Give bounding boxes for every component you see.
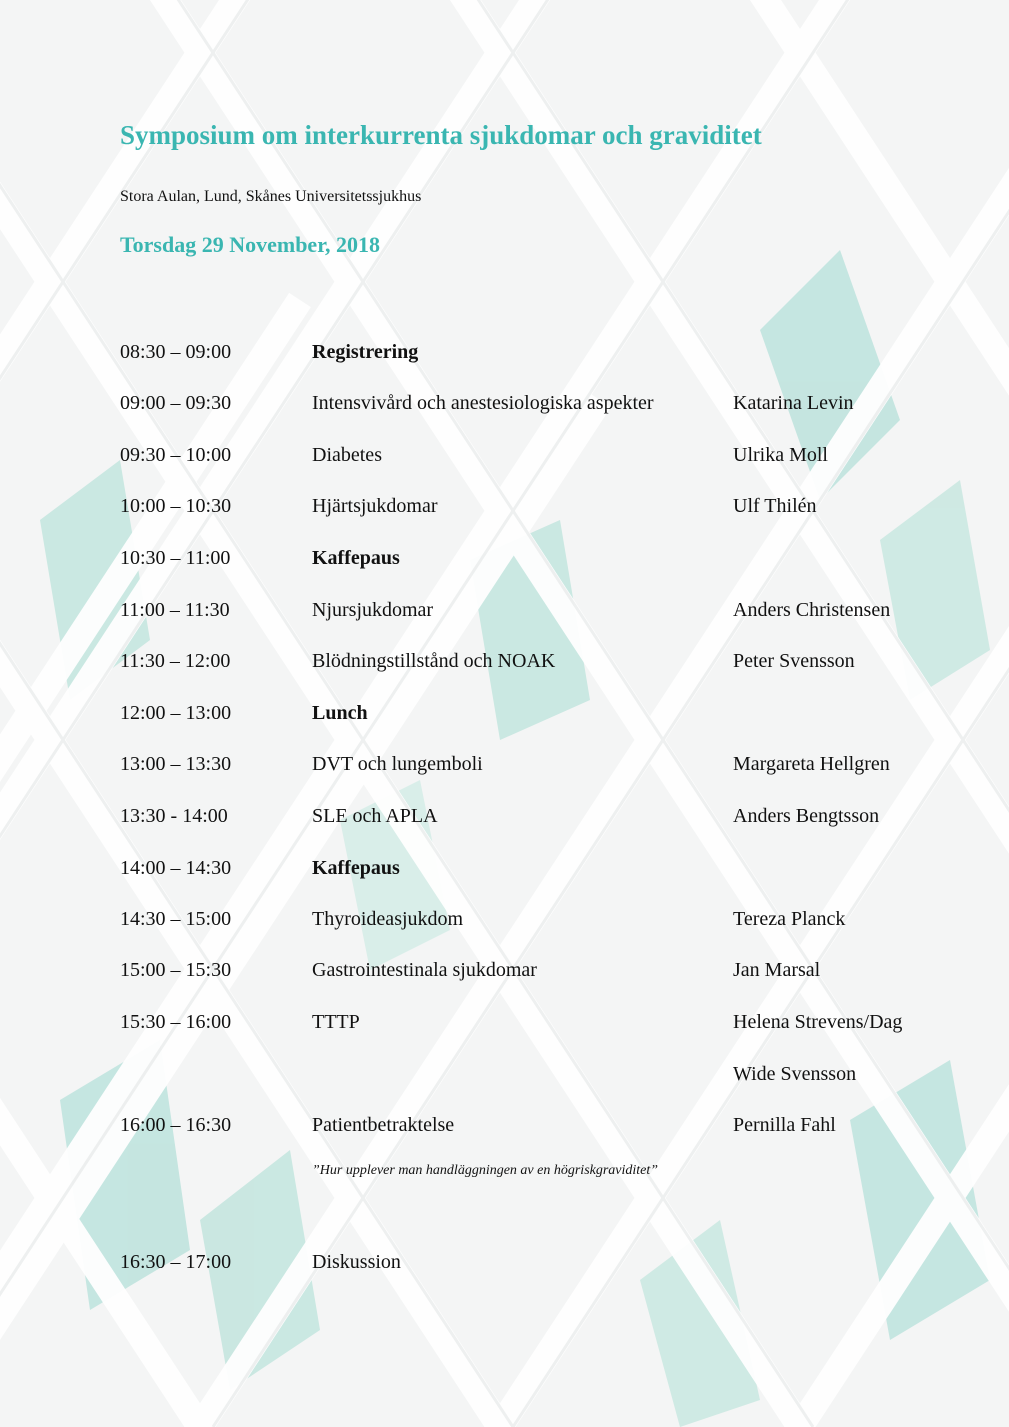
schedule-row	[0, 1059, 1009, 1089]
schedule-topic: Hjärtsjukdomar	[312, 495, 438, 517]
schedule-time: 13:00 – 13:30	[120, 753, 232, 775]
schedule-time: 10:00 – 10:30	[120, 495, 232, 517]
schedule-topic: Gastrointestinala sjukdomar	[312, 959, 537, 981]
schedule-topic: Registrering	[312, 341, 419, 363]
schedule-time: 10:30 – 11:00	[120, 547, 231, 569]
schedule-speaker: Jan Marsal	[733, 959, 821, 981]
schedule-topic: Diabetes	[312, 444, 382, 466]
schedule-topic: Diskussion	[312, 1251, 401, 1273]
schedule-speaker: Ulf Thilén	[733, 495, 817, 517]
schedule-speaker: Pernilla Fahl	[733, 1114, 836, 1136]
schedule-speaker: Peter Svensson	[733, 650, 855, 672]
schedule-row	[0, 1110, 1009, 1140]
schedule-row	[0, 853, 1009, 883]
schedule-time: 08:30 – 09:00	[120, 341, 232, 363]
schedule-time: 16:00 – 16:30	[120, 1114, 232, 1136]
venue-line: Stora Aulan, Lund, Skånes Universitetssjukhus	[120, 188, 422, 205]
schedule-row	[0, 595, 1009, 625]
schedule-time: 09:30 – 10:00	[120, 444, 232, 466]
page-title: Symposium om interkurrenta sjukdomar och graviditet	[120, 120, 762, 150]
schedule-row	[0, 1007, 1009, 1037]
schedule-topic: Thyroideasjukdom	[312, 908, 464, 930]
schedule-topic: Intensvivård och anestesiologiska aspekter	[312, 392, 654, 414]
schedule-time: 11:00 – 11:30	[120, 599, 230, 621]
schedule-row	[0, 646, 1009, 676]
schedule-row	[0, 440, 1009, 470]
schedule-topic: Blödningstillstånd och NOAK	[312, 650, 556, 672]
schedule-row	[0, 1247, 1009, 1277]
schedule-topic: Lunch	[312, 702, 368, 724]
schedule-row	[0, 491, 1009, 521]
schedule-time: 12:00 – 13:00	[120, 702, 232, 724]
event-date: Torsdag 29 November, 2018	[120, 232, 380, 257]
schedule-time: 14:30 – 15:00	[120, 908, 232, 930]
schedule-time: 16:30 – 17:00	[120, 1251, 232, 1273]
schedule-speaker: Ulrika Moll	[733, 444, 828, 466]
schedule-time: 15:30 – 16:00	[120, 1011, 232, 1033]
schedule-row	[0, 698, 1009, 728]
schedule-time: 11:30 – 12:00	[120, 650, 231, 672]
schedule-row	[0, 955, 1009, 985]
schedule-speaker: Katarina Levin	[733, 392, 854, 414]
schedule-topic: Kaffepaus	[312, 547, 400, 569]
schedule-row	[0, 904, 1009, 934]
schedule-topic: SLE och APLA	[312, 805, 438, 827]
schedule-speaker: Tereza Planck	[733, 908, 846, 930]
schedule-time: 13:30 - 14:00	[120, 805, 228, 827]
schedule-speaker: Margareta Hellgren	[733, 753, 890, 775]
schedule-topic: Njursjukdomar	[312, 599, 434, 621]
schedule-topic: TTTP	[312, 1011, 360, 1033]
schedule-speaker: Wide Svensson	[733, 1063, 857, 1085]
schedule-row	[0, 749, 1009, 779]
schedule-row	[0, 388, 1009, 418]
schedule-speaker: Anders Bengtsson	[733, 805, 880, 827]
schedule-time: 14:00 – 14:30	[120, 857, 232, 879]
schedule-row	[0, 337, 1009, 367]
schedule-topic: Kaffepaus	[312, 857, 400, 879]
schedule-speaker: Helena Strevens/Dag	[733, 1011, 903, 1033]
schedule-row	[0, 801, 1009, 831]
session-quote-note: ”Hur upplever man handläggningen av en högriskgraviditet”	[312, 1163, 659, 1178]
schedule-time: 15:00 – 15:30	[120, 959, 232, 981]
schedule-topic: DVT och lungemboli	[312, 753, 483, 775]
schedule-speaker: Anders Christensen	[733, 599, 891, 621]
schedule-row	[0, 543, 1009, 573]
schedule-topic: Patientbetraktelse	[312, 1114, 455, 1136]
schedule-time: 09:00 – 09:30	[120, 392, 232, 414]
